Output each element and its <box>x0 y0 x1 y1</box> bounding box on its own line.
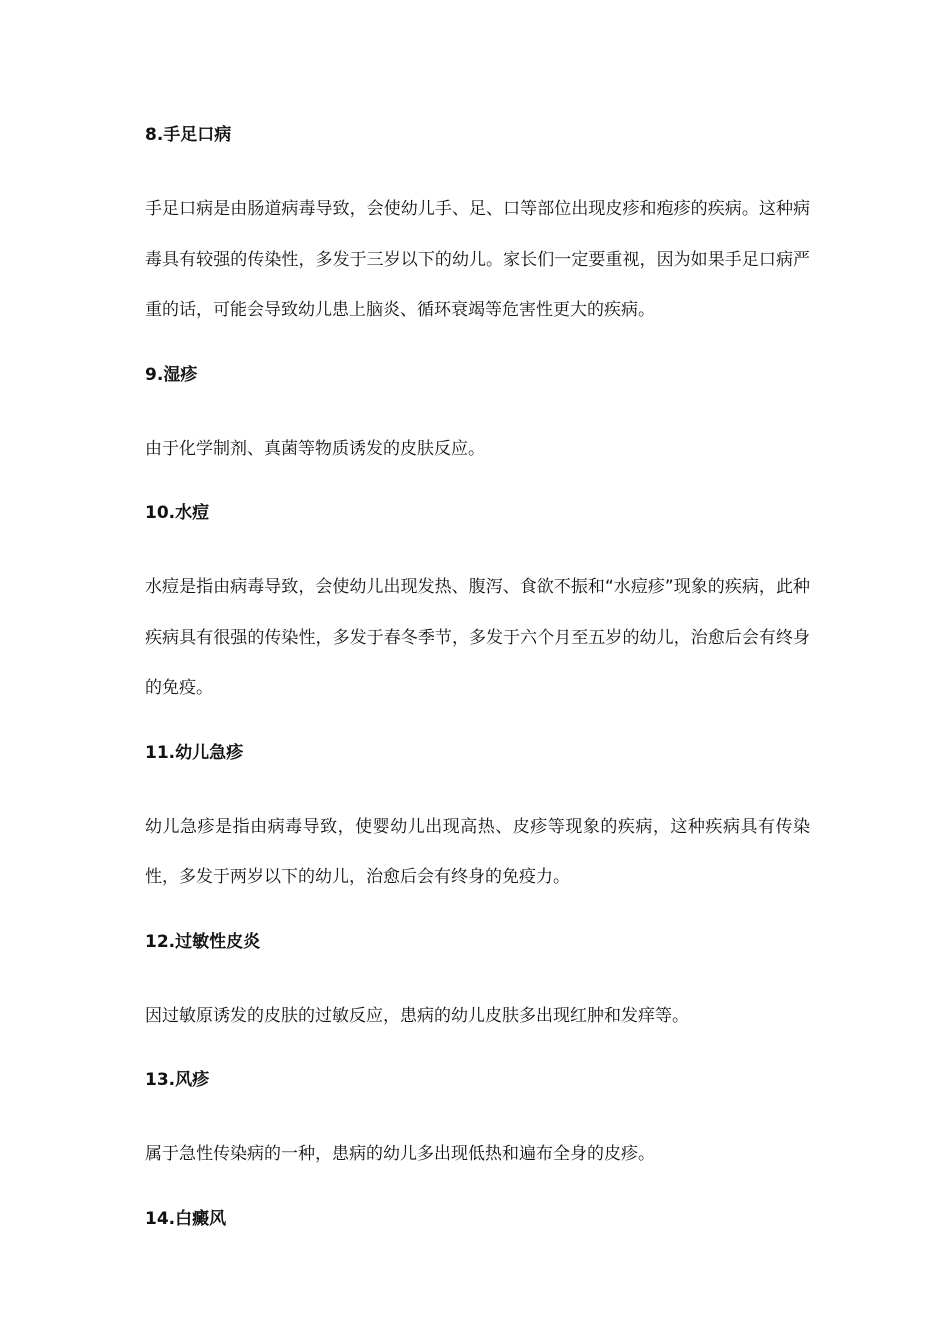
section-heading-8: 8.手足口病 <box>145 125 232 145</box>
section-heading-9: 9.湿疹 <box>145 364 198 385</box>
section-paragraph-12: 因过敏原诱发的皮肤的过敏反应，患病的幼儿皮肤多出现红肿和发痒等。 <box>145 1005 689 1026</box>
section-heading-12: 12.过敏性皮炎 <box>145 931 261 952</box>
section-paragraph-9: 由于化学制剂、真菌等物质诱发的皮肤反应。 <box>145 438 485 459</box>
section-heading-10: 10.水痘 <box>145 503 210 523</box>
section-paragraph-13: 属于急性传染病的一种，患病的幼儿多出现低热和遍布全身的皮疹。 <box>145 1144 655 1164</box>
document-body <box>145 121 810 1233</box>
section-paragraph-8: 手足口病是由肠道病毒导致，会使幼儿手、足、口等部位出现皮疹和疱疹的疾病。这种病毒具有较强的传染性，多发于三岁以下的幼儿。家长们一定要重视，因为如果手足口病严重的话，可能会导致幼儿患上脑炎、循环衰竭等危害性更大的疾病。 <box>145 199 810 320</box>
section-heading-11: 11.幼儿急疹 <box>145 742 244 763</box>
section-paragraph-11: 幼儿急疹是指由病毒导致，使婴幼儿出现高热、皮疹等现象的疾病，这种疾病具有传染性，多发于两岁以下的幼儿，治愈后会有终身的免疫力。 <box>145 816 810 887</box>
section-paragraph-10: 水痘是指由病毒导致，会使幼儿出现发热、腹泻、食欲不振和“水痘疹”现象的疾病，此种疾病具有很强的传染性，多发于春冬季节，多发于六个月至五岁的幼儿，治愈后会有终身的免疫。 <box>145 577 810 698</box>
section-heading-14: 14.白癜风 <box>145 1208 227 1229</box>
section-heading-13: 13.风疹 <box>145 1070 210 1090</box>
